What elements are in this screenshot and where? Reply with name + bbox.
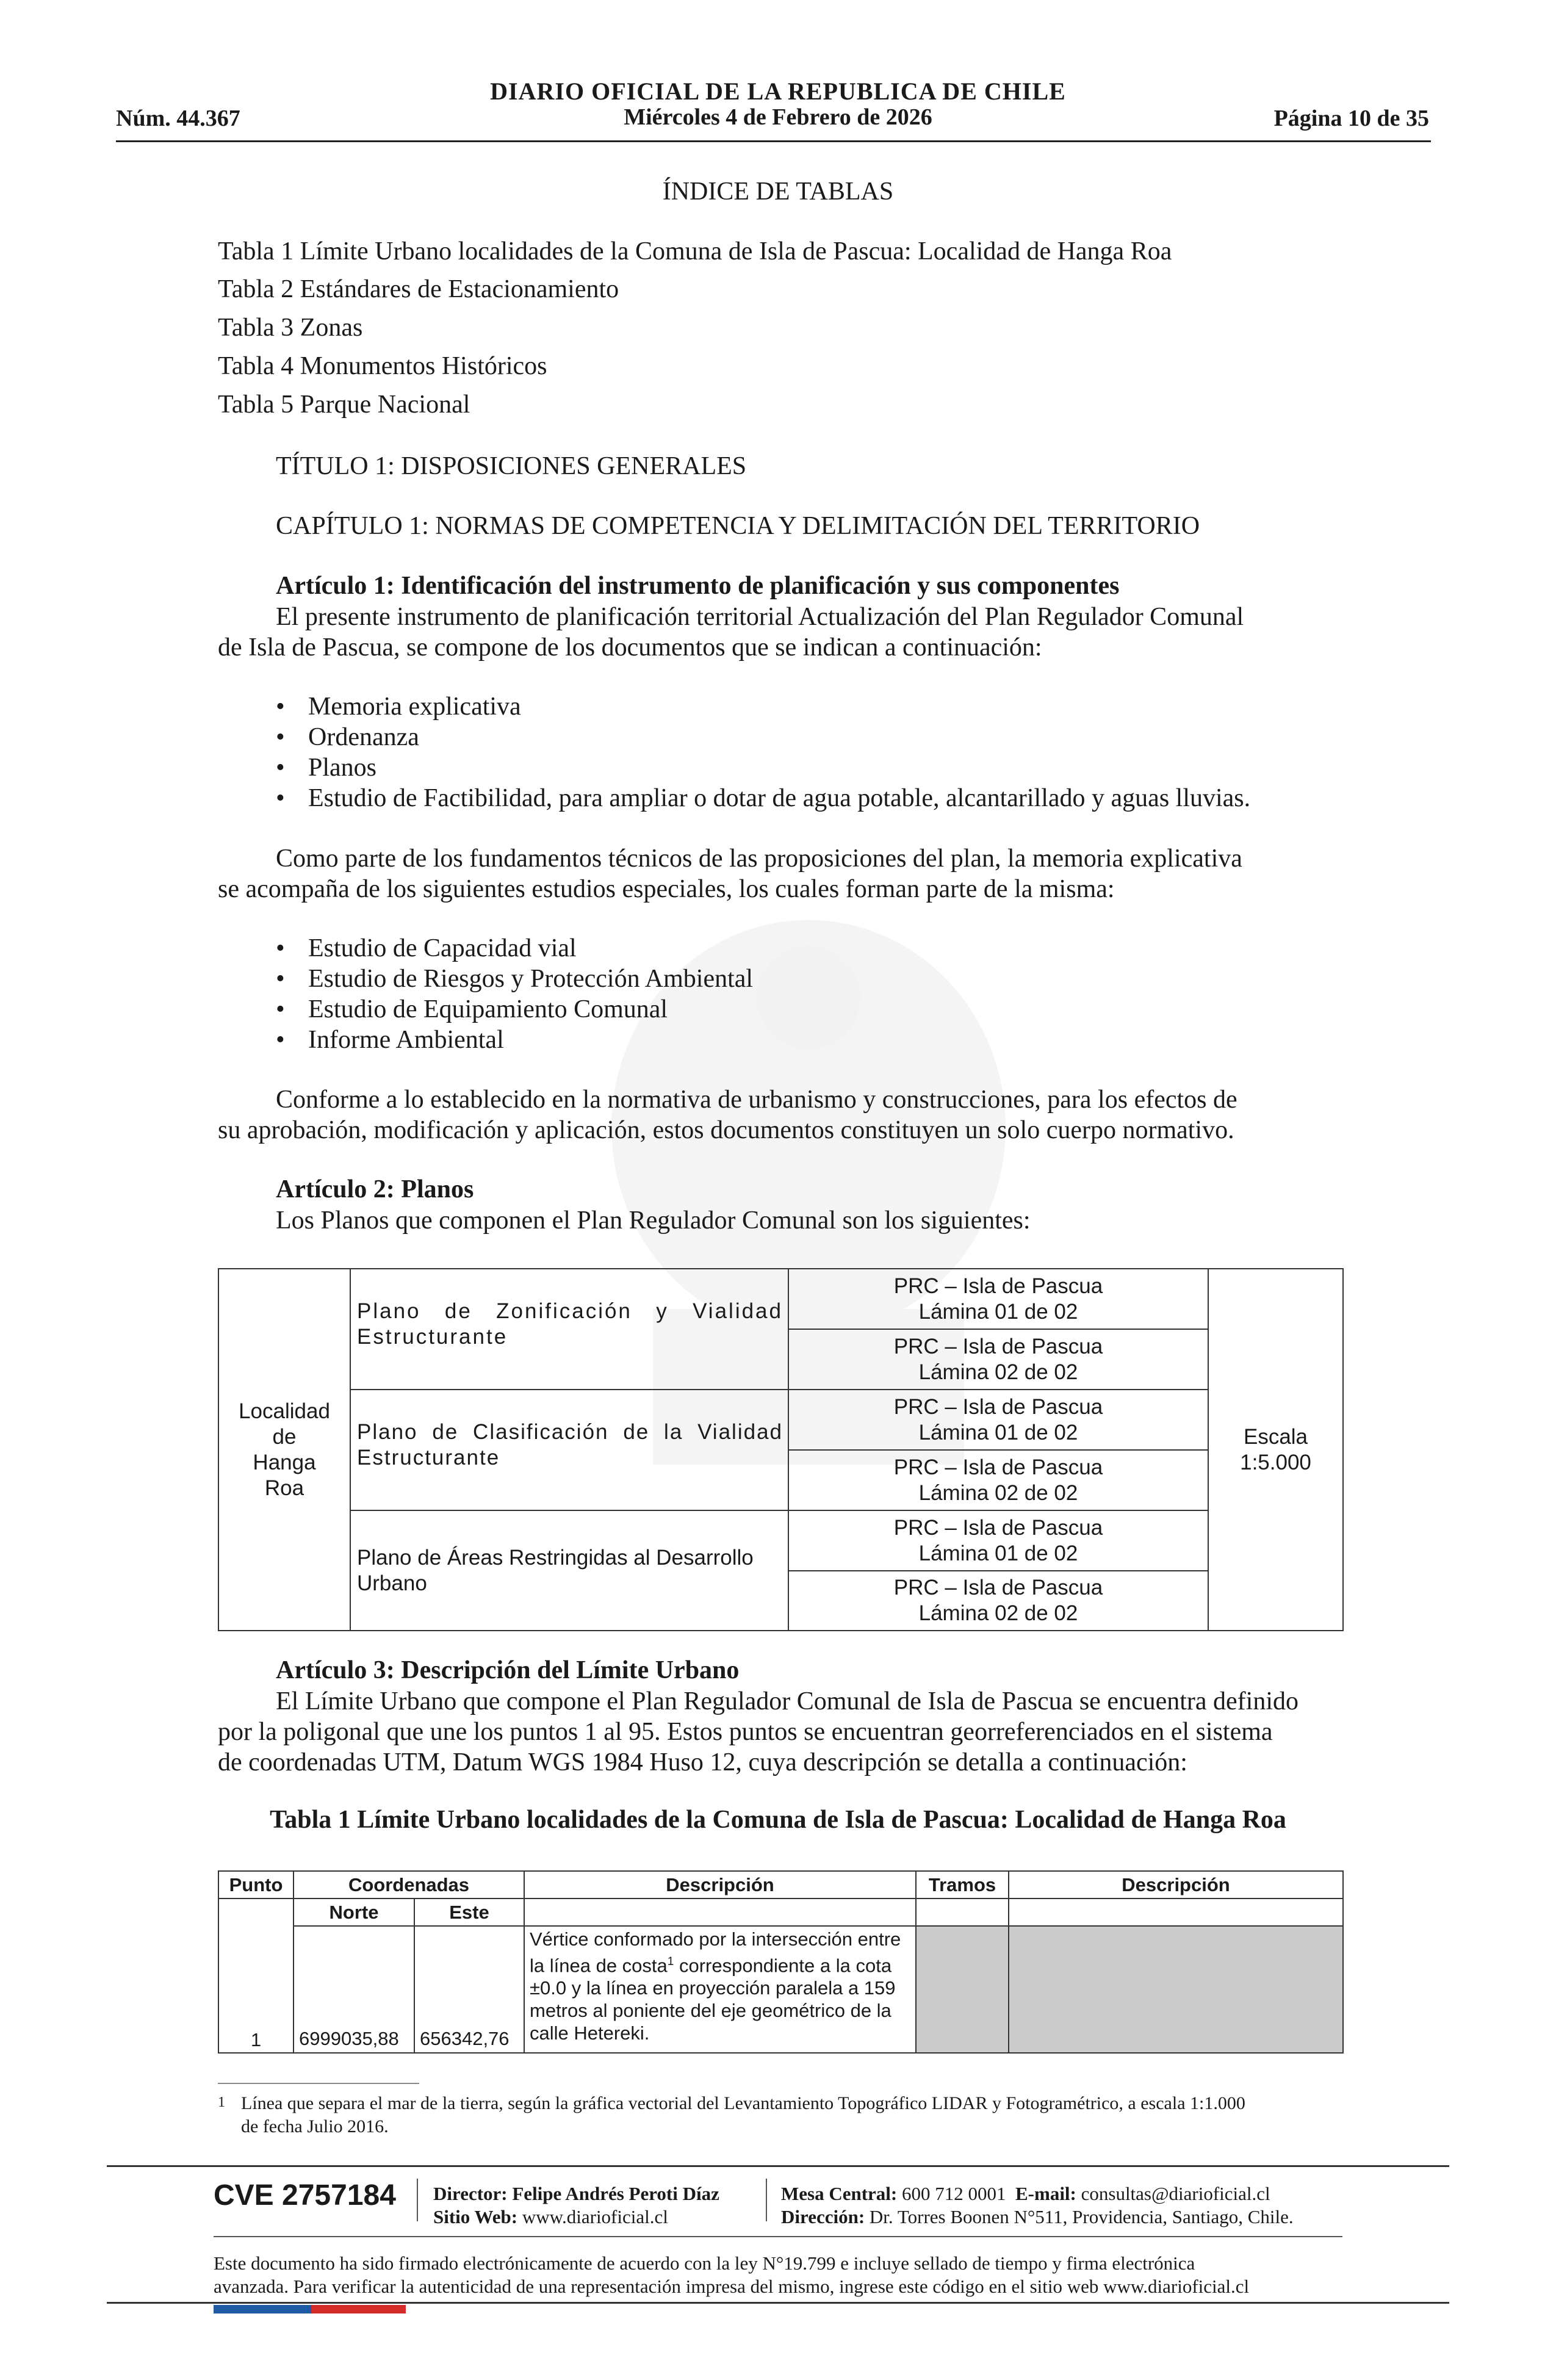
footer-separator xyxy=(766,2179,767,2221)
index-title: ÍNDICE DE TABLAS xyxy=(662,178,894,206)
article-1-paragraph-2: Como parte de los fundamentos técnicos de las proposiciones del plan, la memoria explicativa se acompaña de los siguientes estudios especiales, los cuales forman parte de la misma: xyxy=(218,845,1242,903)
index-item: Tabla 2 Estándares de Estacionamiento xyxy=(218,275,619,303)
sheet-cell: PRC – Isla de Pascua Lámina 01 de 02 xyxy=(788,1389,1209,1451)
footer-director: Director: Felipe Andrés Peroti Díaz Sitio Web: www.diarioficial.cl xyxy=(433,2183,719,2227)
table-cell: 656342,76 xyxy=(414,1925,525,2054)
index-item: Tabla 3 Zonas xyxy=(218,314,363,342)
sheet-cell: PRC – Isla de Pascua Lámina 01 de 02 xyxy=(788,1510,1209,1571)
cve-code: CVE 2757184 xyxy=(214,2179,396,2212)
article-2-intro: Los Planos que componen el Plan Regulador Comunal son los siguientes: xyxy=(276,1206,1031,1235)
table-cell xyxy=(1008,1925,1344,2054)
list-item: • Informe Ambiental xyxy=(276,1026,504,1054)
plan-cell: Plano de Áreas Restringidas al Desarrollo Urbano xyxy=(350,1510,789,1631)
article-1-title: Artículo 1: Identificación del instrumento de planificación y sus componentes xyxy=(276,572,1120,600)
list-item: • Estudio de Equipamiento Comunal xyxy=(276,995,668,1023)
table-cell xyxy=(915,1898,1009,1927)
plans-table xyxy=(218,1268,1344,1631)
table-1 xyxy=(218,1870,1344,2054)
list-item: • Memoria explicativa xyxy=(276,693,521,721)
article-3-title: Artículo 3: Descripción del Límite Urbano xyxy=(276,1656,740,1684)
title-heading: TÍTULO 1: DISPOSICIONES GENERALES xyxy=(276,452,747,480)
table-cell: Vértice conformado por la intersección entre la línea de costa$^1$ correspondiente a la cota ±0.0 y la línea en proyección paralela a 159 metros al poniente del eje geométrico de la calle Hetereki. xyxy=(524,1925,917,2054)
scale-cell: Escala 1:5.000 xyxy=(1208,1268,1344,1631)
table-1-title: Tabla 1 Límite Urbano localidades de la Comuna de Isla de Pascua: Localidad de Hanga Roa xyxy=(270,1806,1286,1834)
article-1-paragraph-3: Conforme a lo establecido en la normativa de urbanismo y construcciones, para los efectos de su aprobación, modificación y aplicación, estos documentos constituyen un solo cuerpo normativo. xyxy=(218,1086,1237,1144)
legal-notice: Este documento ha sido firmado electrónicamente de acuerdo con la ley N°19.799 e incluye sellado de tiempo y firma electrónica avanzada. Para verificar la autenticidad de una representación impresa del mismo, ingrese este código en el sitio web www.diarioficial.cl xyxy=(214,2252,1250,2297)
plan-cell: Plano de Zonificación y Vialidad Estructurante xyxy=(350,1268,789,1390)
column-header: Descripción xyxy=(524,1870,917,1899)
article-1-paragraph-1: El presente instrumento de planificación territorial Actualización del Plan Regulador Comunal de Isla de Pascua, se compone de los documentos que se indican a continuación: xyxy=(218,603,1244,662)
footer-divider xyxy=(214,2236,1342,2237)
footnote-number: 1 xyxy=(218,2094,225,2110)
table-cell xyxy=(1008,1898,1344,1927)
column-header: Norte xyxy=(293,1898,415,1927)
footnote-text: Línea que separa el mar de la tierra, según la gráfica vectorial del Levantamiento Topográfico LIDAR y Fotogramétrico, a escala 1:1.000 de fecha Julio 2016. xyxy=(241,2093,1245,2137)
publication-title: DIARIO OFICIAL DE LA REPUBLICA DE CHILE xyxy=(490,78,1066,105)
footer-divider xyxy=(107,2165,1449,2167)
header-divider xyxy=(116,140,1431,142)
column-header: Descripción xyxy=(1008,1870,1344,1899)
footnote-divider xyxy=(218,2083,419,2084)
flag-stripe-blue xyxy=(214,2305,311,2313)
article-3-paragraph: El Límite Urbano que compone el Plan Regulador Comunal de Isla de Pascua se encuentra definido por la poligonal que une los puntos 1 al 95. Estos puntos se encuentran georreferenciados en el sistema de coordenadas UTM, Datum WGS 1984 Huso 12, cuya descripción se detalla a continuación: xyxy=(218,1687,1299,1776)
plan-cell: Plano de Clasificación de la Vialidad Estructurante xyxy=(350,1389,789,1511)
email-link[interactable]: consultas@diarioficial.cl xyxy=(1081,2183,1270,2204)
flag-stripe-red xyxy=(311,2305,406,2313)
sheet-cell: PRC – Isla de Pascua Lámina 02 de 02 xyxy=(788,1570,1209,1631)
list-item: • Estudio de Riesgos y Protección Ambiental xyxy=(276,965,754,993)
sheet-cell: PRC – Isla de Pascua Lámina 01 de 02 xyxy=(788,1268,1209,1330)
list-item: • Estudio de Capacidad vial xyxy=(276,934,577,962)
footer-divider xyxy=(107,2302,1449,2304)
list-item: • Ordenanza xyxy=(276,723,419,751)
sheet-cell: PRC – Isla de Pascua Lámina 02 de 02 xyxy=(788,1329,1209,1390)
list-item: • Estudio de Factibilidad, para ampliar o dotar de agua potable, alcantarillado y aguas lluvias. xyxy=(276,784,1251,812)
table-cell: 1 xyxy=(250,2029,262,2050)
column-header: Punto xyxy=(218,1870,294,1899)
index-item: Tabla 4 Monumentos Históricos xyxy=(218,352,547,380)
footer-contact: Mesa Central: 600 712 0001 E-mail: consultas@diarioficial.cl Dirección: Dr. Torres Boonen N°511, Providencia, Santiago, Chile. xyxy=(781,2183,1294,2227)
list-item: • Planos xyxy=(276,754,377,782)
table-cell: 6999035,88 xyxy=(293,1925,415,2054)
column-header: Este xyxy=(414,1898,525,1927)
issue-date: Miércoles 4 de Febrero de 2026 xyxy=(624,104,932,130)
page-number: Página 10 de 35 xyxy=(1273,106,1429,131)
issue-number: Núm. 44.367 xyxy=(116,106,240,131)
column-header: Tramos xyxy=(915,1870,1009,1899)
table-cell xyxy=(915,1925,1009,2054)
column-header: Coordenadas xyxy=(293,1870,525,1899)
index-item: Tabla 1 Límite Urbano localidades de la Comuna de Isla de Pascua: Localidad de Hanga Roa xyxy=(218,237,1172,265)
footer-separator xyxy=(417,2179,418,2221)
table-cell xyxy=(524,1898,917,1927)
chapter-heading: CAPÍTULO 1: NORMAS DE COMPETENCIA Y DELIMITACIÓN DEL TERRITORIO xyxy=(276,512,1200,540)
locality-cell: Localidad de Hanga Roa xyxy=(218,1268,351,1631)
article-2-title: Artículo 2: Planos xyxy=(276,1175,474,1203)
website-link[interactable]: www.diarioficial.cl xyxy=(522,2206,668,2227)
sheet-cell: PRC – Isla de Pascua Lámina 02 de 02 xyxy=(788,1449,1209,1511)
index-item: Tabla 5 Parque Nacional xyxy=(218,391,470,419)
